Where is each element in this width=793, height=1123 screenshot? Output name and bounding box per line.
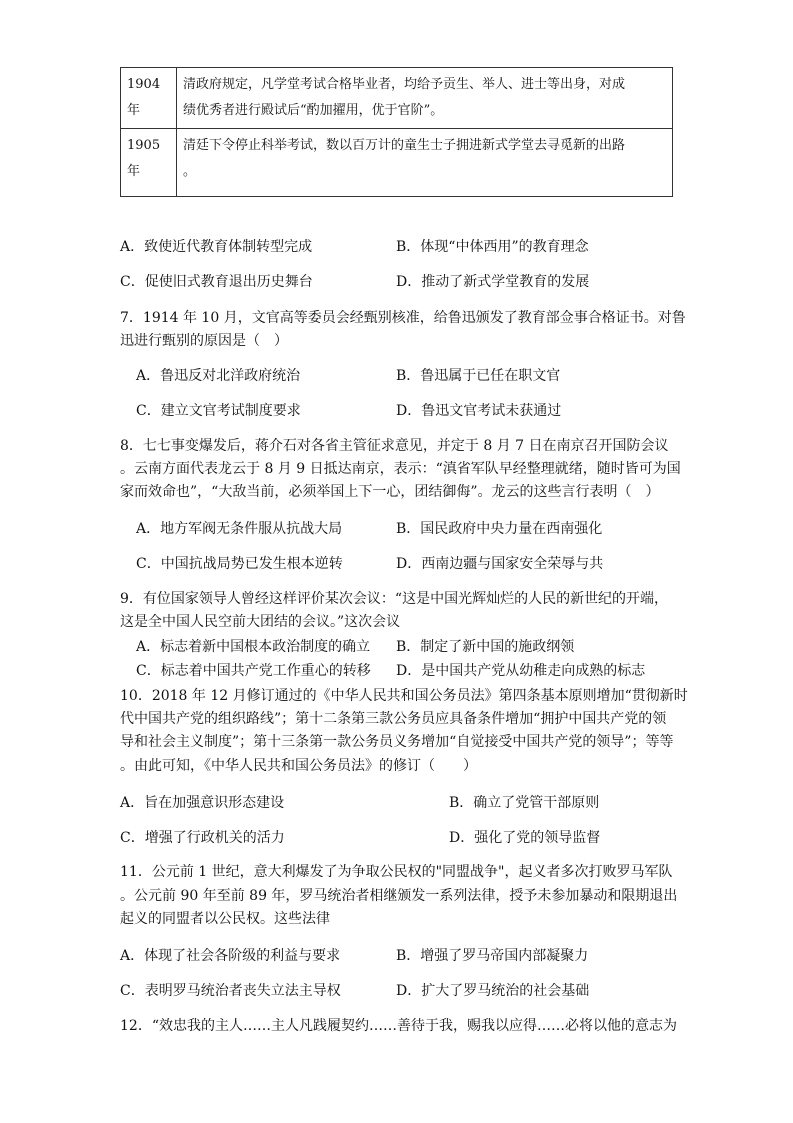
q11-option-b[interactable]: B．增强了罗马帝国内部凝聚力 [396, 948, 589, 964]
q10-stem-line: 。由此可知，《中华人民共和国公务员法》的修订（ ） [120, 758, 477, 774]
q9-option-c[interactable]: C．标志着中国共产党工作重心的转移 [136, 663, 371, 679]
q7-option-d[interactable]: D．鲁迅文官考试未获通过 [396, 403, 562, 419]
q6-option-c[interactable]: C．促使旧式教育退出历史舞台 [120, 274, 313, 290]
table-year-cell [121, 68, 177, 129]
q9-stem-line: 9．有位国家领导人曾经这样评价某次会议：“这是中国光辉灿烂的人民的新世纪的开端， [120, 591, 669, 607]
q8-stem-line: 。云南方面代表龙云于 8 月 9 日抵达南京，表示：“滇省军队早经整理就绪，随时皆可为国 [120, 461, 681, 477]
q8-stem-line: 8．七七事变爆发后，蒋介石对各省主管征求意见，并定于 8 月 7 日在南京召开国防会议 [120, 438, 669, 454]
table-text-cell: 清廷下令停止科举考试，数以百万计的童生士子拥进新式学堂去寻觅新的出路 。 [177, 129, 673, 197]
q10-stem-line: 代中国共产党的组织路线”；第十二条第三款公务员应具备条件增加“拥护中国共产党的领 [120, 711, 667, 727]
q7-stem-line: 迅进行甄别的原因是（ ） [120, 333, 288, 349]
q11-stem-line: 11．公元前 1 世纪，意大利爆发了为争取公民权的"同盟战争"，起义者多次打败罗马军队 [120, 864, 673, 880]
table-year-cell [121, 129, 177, 197]
q8-option-d[interactable]: D．西南边疆与国家安全荣辱与共 [396, 556, 604, 572]
table-text-cell: 清政府规定，凡学堂考试合格毕业者，均给予贡生、举人、进士等出身，对成 绩优秀者进行殿试后“酌加擢用，优于官阶”。 [177, 68, 673, 129]
q9-stem-line: 这是全中国人民空前大团结的会议。”这次会议 [120, 614, 401, 630]
q7-stem-line: 7．1914 年 10 月，文官高等委员会经甄别核准，给鲁迅颁发了教育部佥事合格证书。对鲁 [120, 310, 686, 326]
table-year-line: 年 [127, 103, 141, 118]
q11-option-c[interactable]: C．表明罗马统治者丧失立法主导权 [120, 983, 341, 999]
q8-option-a[interactable]: A．地方军阀无条件服从抗战大局 [136, 521, 343, 537]
table-row [121, 129, 673, 197]
q9-option-a[interactable]: A．标志着新中国根本政治制度的确立 [136, 639, 371, 655]
q11-option-d[interactable]: D．扩大了罗马统治的社会基础 [396, 983, 590, 999]
q6-option-a[interactable]: A．致使近代教育体制转型完成 [120, 239, 313, 255]
history-table [120, 67, 673, 197]
q7-option-c[interactable]: C．建立文官考试制度要求 [136, 403, 301, 419]
q11-stem-line: 。公元前 90 年至前 89 年，罗马统治者相继颁发一系列法律，授予未参加暴动和限期退出 [120, 888, 678, 904]
q10-option-d[interactable]: D．强化了党的领导监督 [449, 830, 601, 846]
q9-option-b[interactable]: B．制定了新中国的施政纲领 [396, 639, 575, 655]
q6-option-d[interactable]: D．推动了新式学堂教育的发展 [396, 274, 590, 290]
q10-stem-line: 导和社会主义制度”；第十三条第一款公务员义务增加“自觉接受中国共产党的领导”；等等 [120, 734, 674, 750]
q10-option-a[interactable]: A．旨在加强意识形态建设 [120, 795, 285, 811]
q11-stem-line: 起义的同盟者以公民权。这些法律 [120, 911, 330, 927]
q6-option-b[interactable]: B．体现“中体西用”的教育理念 [396, 239, 589, 255]
table-row [121, 68, 673, 129]
q7-option-a[interactable]: A．鲁迅反对北洋政府统治 [136, 368, 301, 384]
q10-stem-line: 10．2018 年 12 月修订通过的《中华人民共和国公务员法》第四条基本原则增加“贯彻新时 [120, 688, 688, 704]
table-year-line: 年 [127, 164, 141, 179]
q12-stem-line: 12．“效忠我的主人……主人凡践履契约……善待于我，赐我以应得……必将以他的意志为 [120, 1018, 677, 1034]
q10-option-b[interactable]: B．确立了党管干部原则 [449, 795, 600, 811]
q8-stem-line: 家而效命也”，“大敌当前，必须举国上下一心，团结御侮”。龙云的这些言行表明（ ） [120, 484, 660, 500]
q8-option-b[interactable]: B．国民政府中央力量在西南强化 [396, 521, 603, 537]
table-year-line: 1905 [127, 138, 161, 153]
q11-option-a[interactable]: A．体现了社会各阶级的利益与要求 [120, 948, 341, 964]
table-year-line: 1904 [127, 77, 161, 92]
q7-option-b[interactable]: B．鲁迅属于已任在职文官 [396, 368, 561, 384]
q8-option-c[interactable]: C．中国抗战局势已发生根本逆转 [136, 556, 343, 572]
q10-option-c[interactable]: C．增强了行政机关的活力 [120, 830, 285, 846]
q9-option-d[interactable]: D．是中国共产党从幼稚走向成熟的标志 [396, 663, 646, 679]
